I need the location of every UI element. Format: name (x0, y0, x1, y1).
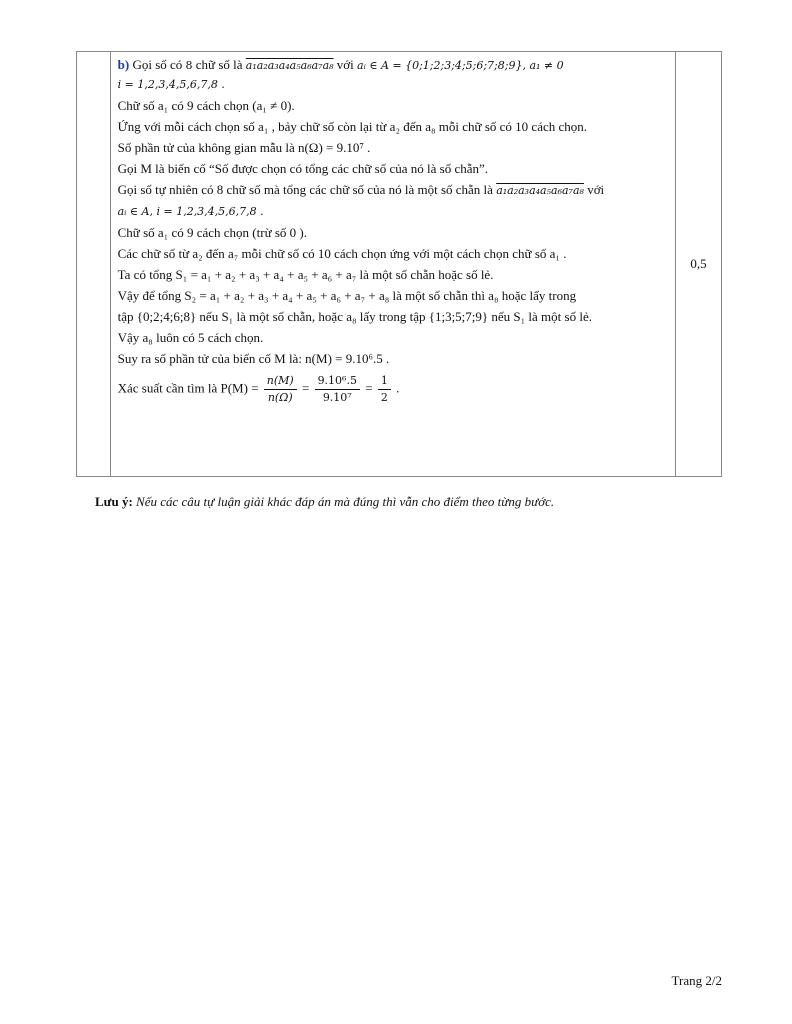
probability-fraction-3: $\frac{1}{2}$ (378, 373, 391, 406)
probability-fraction-1: $\frac{n(M)}{n(\Omega)}$ (264, 373, 297, 406)
solution-line-9: Chữ số a₁ có 9 cách chọn (trừ số 0 ). (117, 225, 308, 240)
solution-line-1: b) Gọi số có 8 chữ số là a₁a₂a₃a₄a₅a₆a₇a₈ với aᵢ ∈ A = {0;1;2;3;4;5;6;7;8;9}, a₁ ≠ 0 (117, 57, 564, 72)
solution-line-4: Ứng với mỗi cách chọn số a₁ , bảy chữ số còn lại từ a₂ đến a₈ mỗi chữ số có 10 cách chọn. (117, 119, 588, 134)
solution-line-11: Ta có tổng S₁ = a₁ + a₂ + a₃ + a₄ + a₅ + a₆ + a₇ là một số chẵn hoặc số lẻ. (117, 267, 494, 282)
solution-line-15: Suy ra số phần tử của biến cố M là: n(M) = 9.10⁶.5 . (117, 351, 390, 366)
grading-note (95, 494, 554, 510)
eight-digit-number: a₁a₂a₃a₄a₅a₆a₇a₈ (496, 184, 584, 197)
solution-line-3: Chữ số a₁ có 9 cách chọn (a₁ ≠ 0). (117, 98, 295, 113)
solution-line-5: Số phần tử của không gian mẫu là n(Ω) = 9.10⁷ . (117, 140, 371, 155)
solution-line-8: aᵢ ∈ A, i = 1,2,3,4,5,6,7,8 . (117, 205, 264, 218)
solution-line-7: Gọi số tự nhiên có 8 chữ số mà tổng các chữ số của nó là một số chẵn là a₁a₂a₃a₄a₅a₆a₇a₈ với (117, 182, 605, 197)
probability-fraction-2: $\frac{\text{9.10⁶.5}}{\text{9.10⁷}}$ (315, 373, 360, 406)
page-number: Trang 2/2 (671, 973, 722, 988)
question-number-cell (77, 52, 111, 477)
solution-line-10: Các chữ số từ a₂ đến a₇ mỗi chữ số có 10 cách chọn ứng với một cách chọn chữ số a₁ . (117, 246, 567, 261)
solution-table (76, 51, 722, 477)
eight-digit-number: a₁a₂a₃a₄a₅a₆a₇a₈ (245, 59, 334, 72)
note-text: Nếu các câu tự luận giải khác đáp án mà đúng thì vẫn cho điểm theo từng bước. (136, 494, 555, 509)
part-label: b) (117, 57, 130, 72)
note-label: Lưu ý: (95, 494, 133, 509)
solution-line-6: Gọi M là biến cố “Số được chọn có tổng các chữ số của nó là số chẵn”. (117, 161, 489, 176)
solution-line-12: Vậy để tổng S₂ = a₁ + a₂ + a₃ + a₄ + a₅ + a₆ + a₇ + a₈ là một số chẵn thì a₈ hoặc lấy trong (117, 288, 577, 303)
solution-cell (110, 52, 675, 477)
digit-set-condition: aᵢ ∈ A = {0;1;2;3;4;5;6;7;8;9}, a₁ ≠ 0 (357, 59, 564, 72)
solution-line-14: Vậy a₈ luôn có 5 cách chọn. (117, 330, 264, 345)
probability-line: Xác suất cần tìm là P(M) = $\frac{n(M)}{n(\Omega)}$ = $\frac{\text{9.10⁶.5}}{\text{9.10⁷}}$ = $\frac{1}{2}$ . (117, 374, 400, 404)
solution-line-13: tập {0;2;4;6;8} nếu S₁ là một số chẵn, hoặc a₈ lấy trong tập {1;3;5;7;9} nếu S₁ là một số lẻ. (117, 309, 592, 324)
score-cell: 0,5 (675, 52, 721, 477)
solution-line-2: i = 1,2,3,4,5,6,7,8 . (117, 78, 225, 91)
